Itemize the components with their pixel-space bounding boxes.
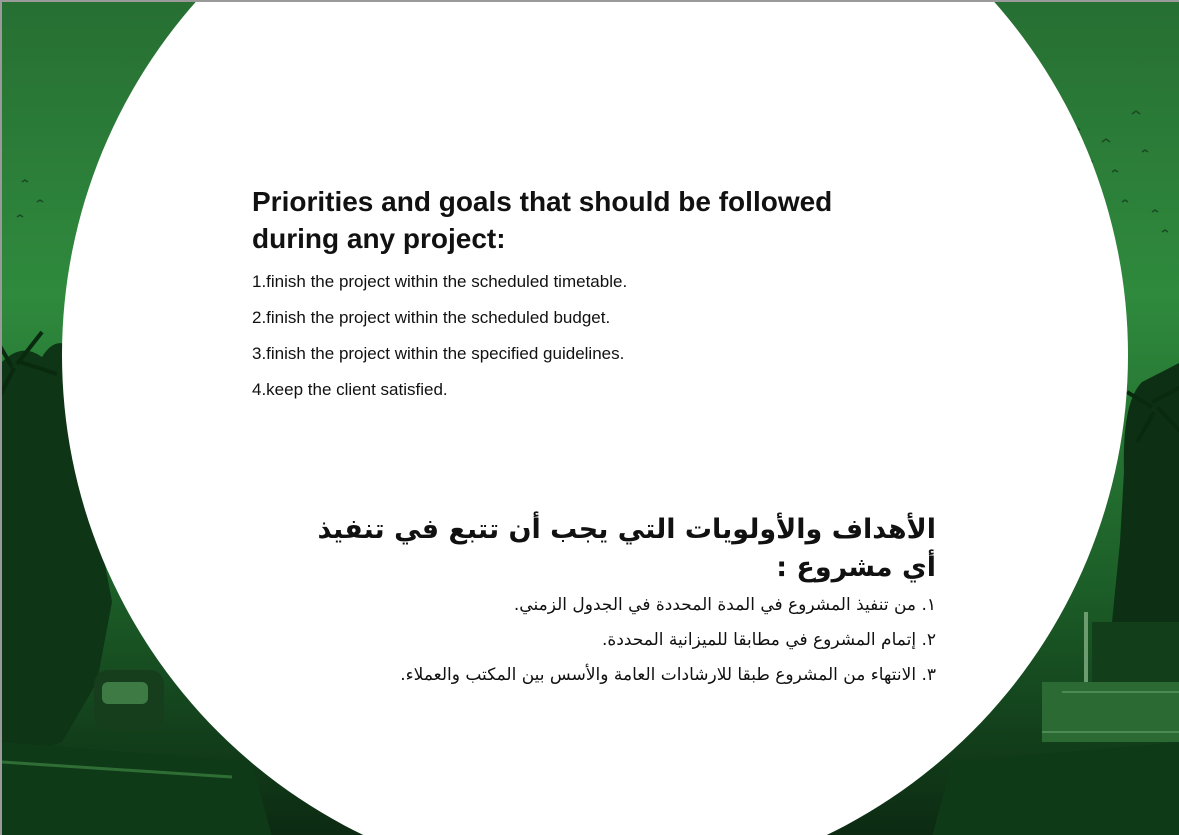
arabic-goal-item: ٢. إتمام المشروع في مطابقا للميزانية المحددة.	[602, 630, 936, 650]
english-goal-item: 3.finish the project within the specified guidelines.	[252, 344, 625, 363]
lamp-post	[1084, 612, 1088, 682]
english-goal-item: 1.finish the project within the scheduled timetable.	[252, 272, 628, 291]
english-goals-list	[252, 264, 892, 408]
arabic-title: الأهداف والأولويات التي يجب أن تتبع في تنفيذ أي مشروع :	[317, 514, 936, 583]
english-goal-item: 2.finish the project within the scheduled budget.	[252, 308, 611, 327]
hedge	[1092, 622, 1179, 682]
english-title: Priorities and goals that should be followed during any project:	[252, 186, 833, 254]
arabic-goal-item: ١. من تنفيذ المشروع في المدة المحددة في الجدول الزمني.	[513, 595, 936, 615]
arabic-goals-list	[302, 588, 936, 693]
arabic-goal-item: ٣. الانتهاء من المشروع طبقا للارشادات العامة والأسس بين المكتب والعملاء.	[400, 665, 936, 685]
english-goal-item: 4.keep the client satisfied.	[252, 380, 448, 399]
white-circle-panel	[62, 0, 1128, 835]
